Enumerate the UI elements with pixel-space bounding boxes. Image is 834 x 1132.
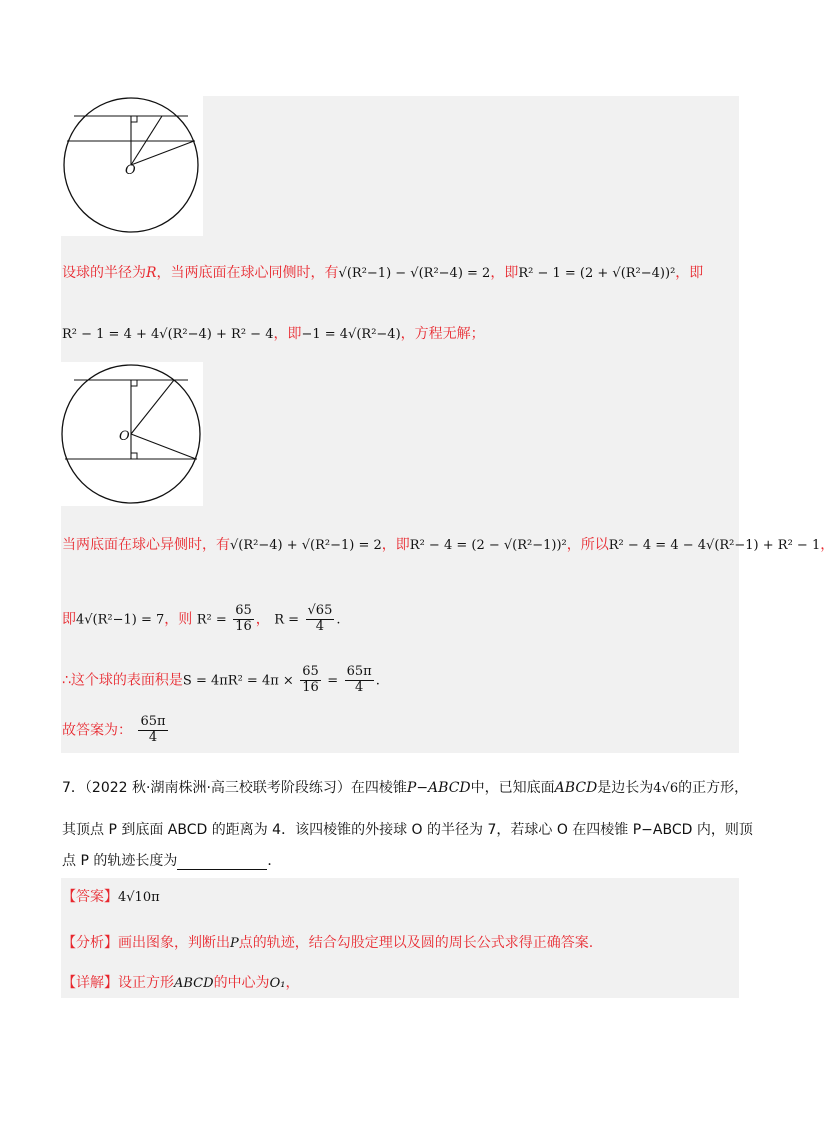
detail-text-b: 的中心为: [213, 975, 270, 991]
block2-r2-left: R² =: [196, 612, 227, 628]
block2-line2-end: .: [336, 612, 341, 628]
fraction-numerator: 65π: [140, 714, 166, 729]
block1-eq2: R² − 1 = (2 + √(R²−4))²: [518, 266, 676, 281]
question-text3: 是边长为: [597, 780, 654, 796]
block2-area-eq-a: S = 4πR² = 4π ×: [182, 673, 294, 689]
answer-line: [62, 886, 160, 906]
detail-text-a: 设正方形: [118, 975, 174, 991]
analysis-text-b: 点的轨迹，结合勾股定理以及圆的周长公式求得正确答案.: [238, 935, 594, 951]
fraction-numerator: 65: [235, 603, 252, 618]
answer-value: 4√10π: [118, 890, 160, 905]
question-line3-end: ．: [267, 853, 282, 869]
block1-eq4: −1 = 4√(R²−4): [301, 327, 401, 342]
block2-r-left: R =: [274, 612, 300, 628]
block2-line4: [62, 715, 170, 746]
block2-line3-prefix: ∴这个球的表面积是: [62, 672, 183, 689]
block2-eq1: √(R²−4) + √(R²−1) = 2: [230, 538, 382, 553]
block2-line2-ze: ，则: [164, 611, 193, 628]
analysis-line: [62, 932, 593, 952]
block1-line1-prefix: 设球的半径为: [62, 265, 146, 281]
block1-line2: [62, 323, 485, 343]
detail-abcd: ABCD: [174, 976, 214, 991]
block2-area-eq-b: =: [327, 673, 339, 689]
block1-eq3: R² − 1 = 4 + 4√(R²−4) + R² − 4: [62, 327, 274, 342]
figure1-label-o: O: [125, 163, 136, 178]
answer-tag: 【答案】: [62, 889, 118, 905]
detail-line: [62, 972, 299, 992]
block2-line1-suoyi: ，所以: [566, 537, 609, 553]
block2-r2-fraction: [233, 604, 254, 635]
question-side-length: 4√6: [653, 781, 679, 796]
block2-line1-prefix: 当两底面在球心异侧时，有: [62, 537, 230, 553]
fraction-denominator: 16: [302, 679, 319, 695]
question-text2: 中，已知底面: [470, 780, 555, 796]
question-text4: 的正方形，: [678, 780, 749, 796]
block2-area-frac2: [345, 665, 374, 696]
block2-line2-ji: 即: [62, 611, 76, 628]
block2-line1-end: ，: [820, 537, 834, 553]
block1-line1-ji: ，即: [490, 265, 519, 281]
block1-eq1: √(R²−1) − √(R²−4) = 2: [338, 266, 491, 281]
question-base: ABCD: [554, 780, 598, 796]
answer-blank: [177, 855, 267, 870]
fraction-numerator: 65π: [346, 664, 372, 679]
block1-line2-end: ，方程无解；: [400, 326, 485, 342]
fraction-denominator: 4: [148, 729, 158, 745]
question-number: 7．: [62, 780, 85, 796]
block2-eq4: 4√(R²−1) = 7: [76, 612, 165, 628]
block2-answer-fraction: [138, 715, 167, 746]
question-source: （2022 秋·湖南株洲·高三校联考阶段练习）: [84, 780, 351, 796]
fraction-denominator: 16: [235, 618, 252, 634]
block2-line3: [62, 665, 380, 696]
block1-line1: [62, 262, 703, 282]
fraction-denominator: 4: [355, 679, 364, 695]
block2-line2-comma: ，: [255, 611, 270, 628]
block2-answer-prefix: 故答案为：: [62, 722, 132, 739]
fraction-numerator: 65: [302, 664, 319, 679]
block2-r-fraction: [306, 604, 335, 635]
question-text1: 在四棱锥: [350, 780, 407, 796]
block1-line1-end: ，即: [675, 265, 704, 281]
block2-line2: [62, 604, 340, 635]
fraction-numerator: √65: [307, 603, 333, 618]
block2-eq2: R² − 4 = (2 − √(R²−1))²: [409, 538, 567, 553]
block2-line1: [62, 534, 834, 554]
analysis-point-p: P: [230, 936, 239, 951]
detail-tag: 【详解】: [62, 975, 118, 991]
question-7-line2: 其顶点 P 到底面 ABCD 的距离为 4．该四棱锥的外接球 O 的半径为 7，若球心 O 在四棱锥 P−ABCD 内，则顶: [62, 822, 753, 838]
analysis-text-a: 画出图象，判断出: [118, 935, 230, 951]
block2-eq3: R² − 4 = 4 − 4√(R²−1) + R² − 1: [608, 538, 821, 553]
block1-line1-mid: ，当两底面在球心同侧时，有: [156, 265, 339, 281]
detail-o1: O₁: [269, 976, 286, 991]
question-line3-text: 点 P 的轨迹长度为: [62, 853, 178, 869]
block2-area-frac1: [300, 665, 321, 696]
fraction-denominator: 4: [315, 618, 325, 634]
block2-line3-end: .: [375, 673, 380, 689]
question-7-line3: [62, 850, 281, 870]
block1-line2-ji: ，即: [273, 326, 302, 342]
detail-end: ，: [285, 975, 300, 991]
figure2-label-o: O: [119, 429, 130, 444]
question-pyramid: P−ABCD: [406, 780, 471, 796]
block1-var-r: R: [146, 265, 157, 281]
block2-line1-ji: ，即: [381, 537, 410, 553]
question-7-line1: [62, 777, 748, 797]
analysis-tag: 【分析】: [62, 935, 118, 951]
circle-figure-opposite-side: [61, 362, 203, 506]
